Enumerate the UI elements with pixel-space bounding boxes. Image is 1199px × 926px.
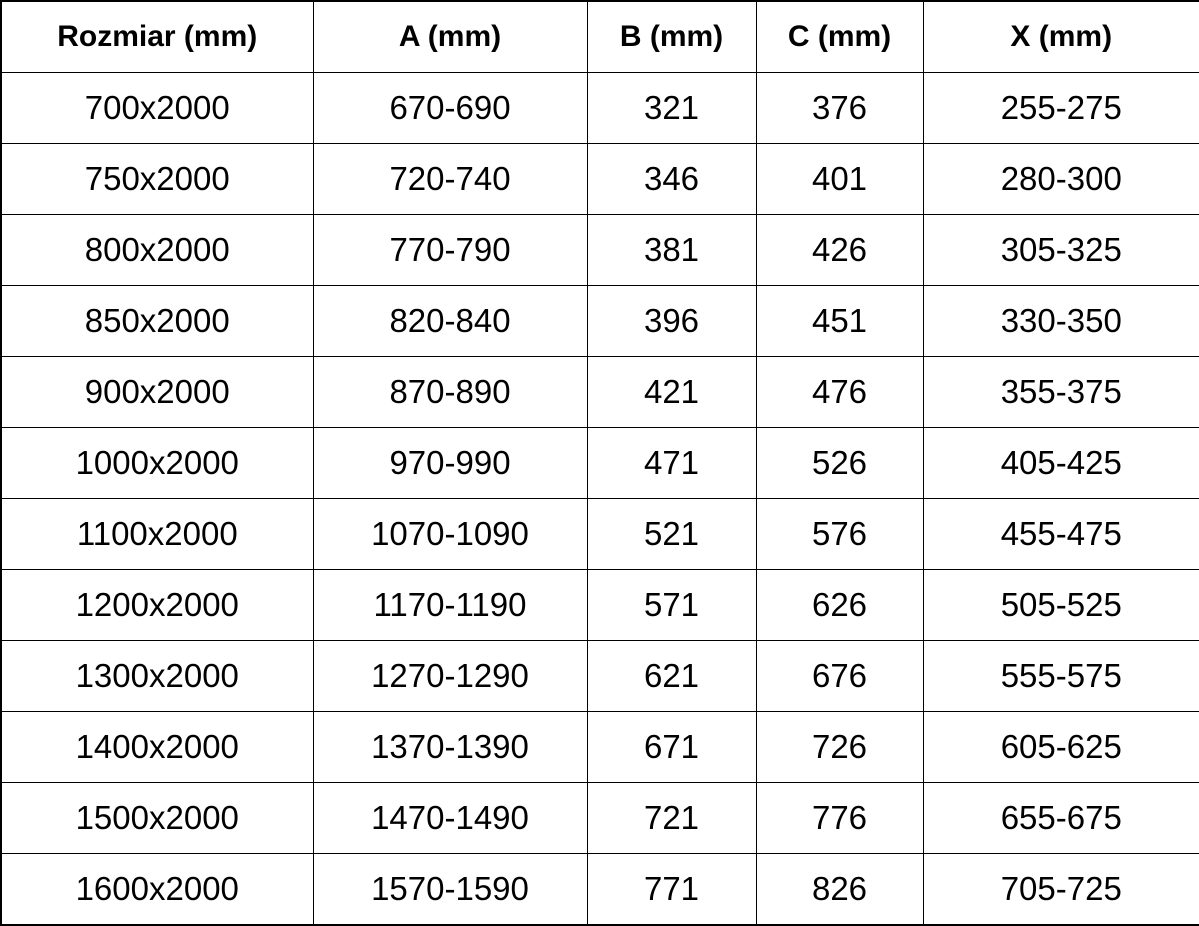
table-cell: 1100x2000 <box>1 499 313 570</box>
header-row <box>1 1 1199 73</box>
table-cell: 476 <box>756 357 923 428</box>
table-cell: 455-475 <box>923 499 1199 570</box>
table-cell: 800x2000 <box>1 215 313 286</box>
column-header-c: C (mm) <box>756 1 923 73</box>
table-row <box>1 641 1199 712</box>
table-cell: 576 <box>756 499 923 570</box>
table-cell: 1200x2000 <box>1 570 313 641</box>
table-cell: 820-840 <box>313 286 587 357</box>
table-cell: 621 <box>587 641 756 712</box>
column-header-a: A (mm) <box>313 1 587 73</box>
table-cell: 471 <box>587 428 756 499</box>
column-header-rozmiar: Rozmiar (mm) <box>1 1 313 73</box>
table-cell: 305-325 <box>923 215 1199 286</box>
table-cell: 421 <box>587 357 756 428</box>
table-row <box>1 286 1199 357</box>
table-cell: 676 <box>756 641 923 712</box>
table-row <box>1 73 1199 144</box>
table-cell: 1570-1590 <box>313 854 587 926</box>
table-cell: 1400x2000 <box>1 712 313 783</box>
table-cell: 330-350 <box>923 286 1199 357</box>
table-cell: 426 <box>756 215 923 286</box>
table-cell: 850x2000 <box>1 286 313 357</box>
table-cell: 720-740 <box>313 144 587 215</box>
table-cell: 670-690 <box>313 73 587 144</box>
table-cell: 771 <box>587 854 756 926</box>
table-cell: 401 <box>756 144 923 215</box>
table-cell: 700x2000 <box>1 73 313 144</box>
table-row <box>1 215 1199 286</box>
table-cell: 321 <box>587 73 756 144</box>
table-cell: 555-575 <box>923 641 1199 712</box>
table-cell: 726 <box>756 712 923 783</box>
table-cell: 776 <box>756 783 923 854</box>
table-cell: 605-625 <box>923 712 1199 783</box>
table-cell: 626 <box>756 570 923 641</box>
table-cell: 505-525 <box>923 570 1199 641</box>
column-header-x: X (mm) <box>923 1 1199 73</box>
table-row <box>1 783 1199 854</box>
table-cell: 526 <box>756 428 923 499</box>
table-row <box>1 357 1199 428</box>
table-cell: 571 <box>587 570 756 641</box>
table-cell: 770-790 <box>313 215 587 286</box>
table-cell: 405-425 <box>923 428 1199 499</box>
table-cell: 1470-1490 <box>313 783 587 854</box>
table-cell: 1170-1190 <box>313 570 587 641</box>
table-cell: 1600x2000 <box>1 854 313 926</box>
table-cell: 705-725 <box>923 854 1199 926</box>
table-row <box>1 428 1199 499</box>
table-cell: 870-890 <box>313 357 587 428</box>
table-row <box>1 712 1199 783</box>
table-cell: 346 <box>587 144 756 215</box>
column-header-b: B (mm) <box>587 1 756 73</box>
table-cell: 255-275 <box>923 73 1199 144</box>
table-cell: 1300x2000 <box>1 641 313 712</box>
table-cell: 280-300 <box>923 144 1199 215</box>
table-cell: 1500x2000 <box>1 783 313 854</box>
table-cell: 1000x2000 <box>1 428 313 499</box>
table-cell: 1070-1090 <box>313 499 587 570</box>
table-body <box>1 73 1199 926</box>
table-row <box>1 570 1199 641</box>
table-cell: 970-990 <box>313 428 587 499</box>
table-cell: 671 <box>587 712 756 783</box>
table-cell: 655-675 <box>923 783 1199 854</box>
table-row <box>1 854 1199 926</box>
table-cell: 521 <box>587 499 756 570</box>
table-cell: 826 <box>756 854 923 926</box>
table-cell: 376 <box>756 73 923 144</box>
table-cell: 355-375 <box>923 357 1199 428</box>
table-cell: 1370-1390 <box>313 712 587 783</box>
table-cell: 750x2000 <box>1 144 313 215</box>
table-cell: 381 <box>587 215 756 286</box>
table-row <box>1 499 1199 570</box>
table-cell: 451 <box>756 286 923 357</box>
table-cell: 900x2000 <box>1 357 313 428</box>
table-cell: 396 <box>587 286 756 357</box>
table-cell: 1270-1290 <box>313 641 587 712</box>
table-cell: 721 <box>587 783 756 854</box>
table-row <box>1 144 1199 215</box>
